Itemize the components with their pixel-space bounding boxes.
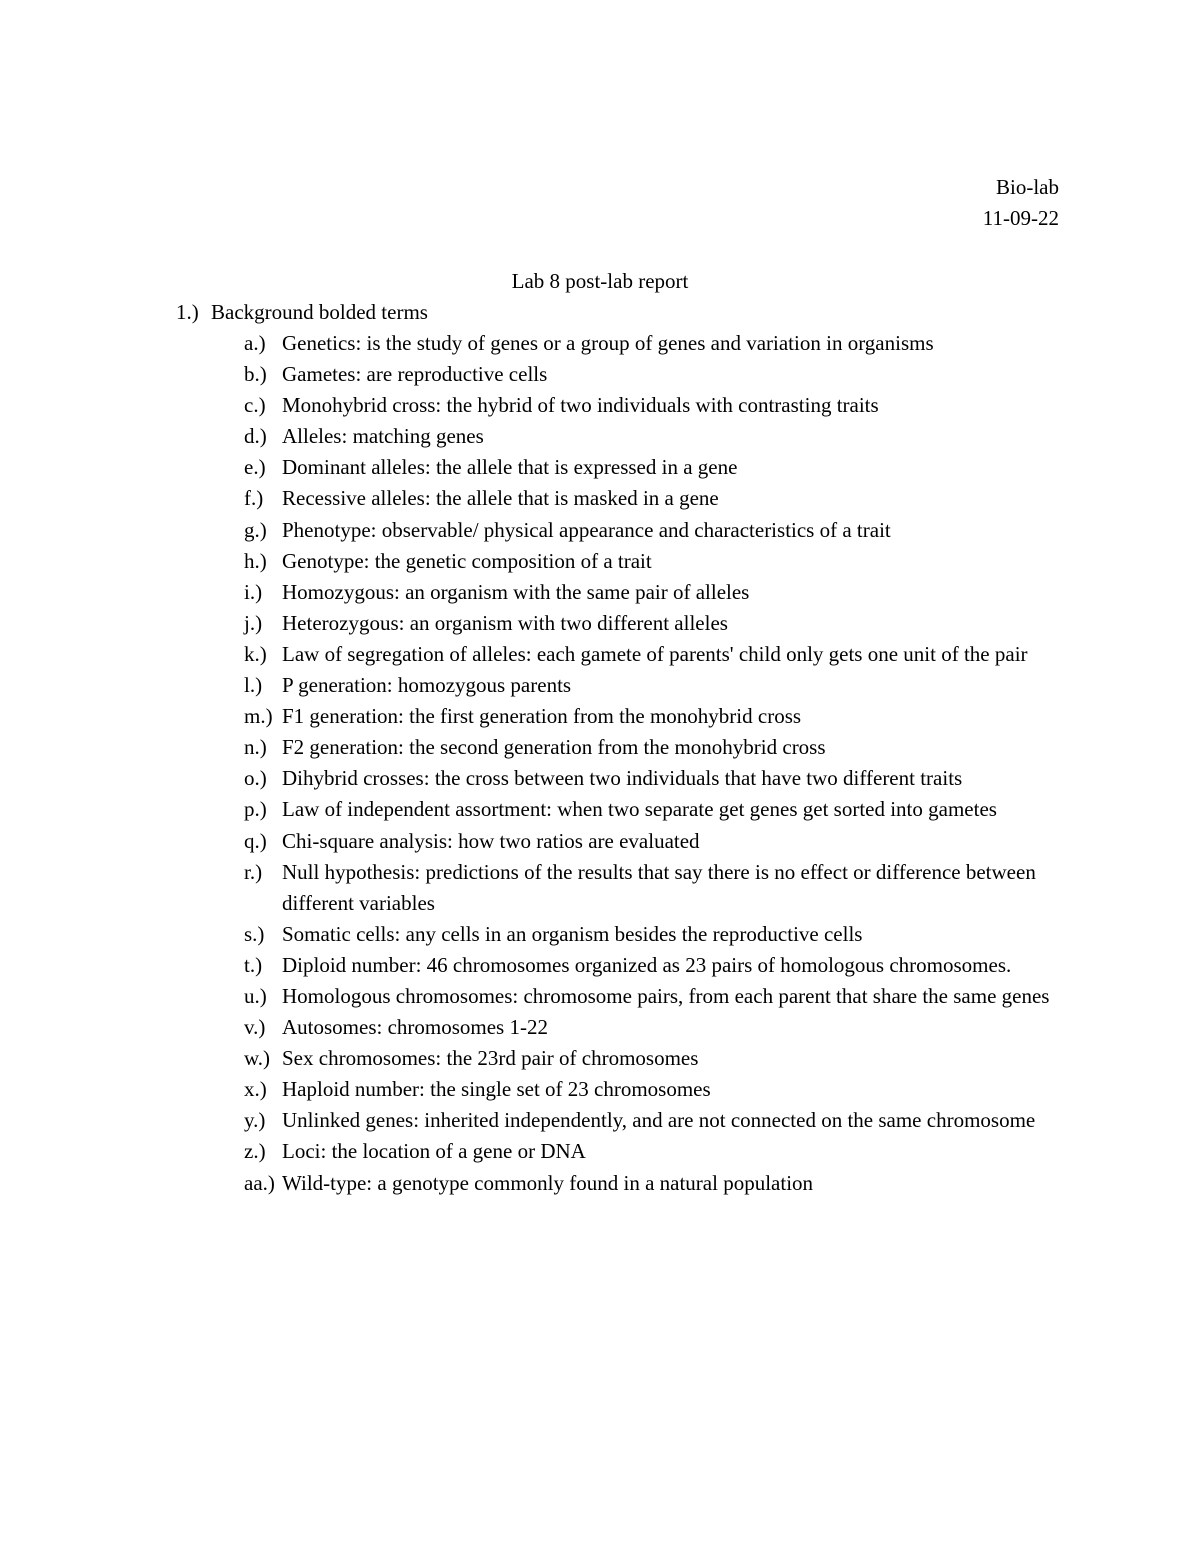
list-item bbox=[244, 794, 1064, 825]
list-item-text: Null hypothesis: predictions of the results that say there is no effect or difference between different variables bbox=[282, 859, 1036, 915]
list-item bbox=[244, 701, 1064, 732]
list-item-text: Haploid number: the single set of 23 chromosomes bbox=[282, 1077, 711, 1102]
terms-list bbox=[244, 328, 1064, 1199]
list-item-text: Genetics: is the study of genes or a group of genes and variation in organisms bbox=[282, 331, 934, 355]
list-item-text: Wild-type: a genotype commonly found in a natural population bbox=[282, 1170, 814, 1195]
list-item bbox=[244, 639, 1064, 670]
list-item-text: Chi-square analysis: how two ratios are evaluated bbox=[282, 828, 700, 853]
list-item-text: Law of segregation of alleles: each gamete of parents' child only gets one unit of the pair bbox=[282, 641, 1028, 666]
list-item-text: Alleles: matching genes bbox=[282, 424, 484, 449]
list-item-marker: h.) bbox=[244, 548, 267, 573]
list-item-marker: v.) bbox=[244, 1015, 266, 1040]
list-item-marker: s.) bbox=[244, 921, 265, 946]
list-item-marker: e.) bbox=[244, 455, 266, 480]
list-item-marker: x.) bbox=[244, 1077, 267, 1102]
list-item-text: Genotype: the genetic composition of a trait bbox=[282, 548, 652, 573]
list-item bbox=[244, 670, 1064, 701]
list-item bbox=[244, 826, 1064, 857]
list-item-marker: w.) bbox=[244, 1046, 271, 1071]
list-item-marker: y.) bbox=[244, 1108, 266, 1133]
list-item-text: Unlinked genes: inherited independently, and are not connected on the same chromosome bbox=[282, 1108, 1036, 1133]
list-item bbox=[244, 390, 1064, 421]
list-item bbox=[244, 857, 1064, 919]
list-item bbox=[244, 452, 1064, 483]
document-header bbox=[983, 172, 1059, 234]
list-item-marker: z.) bbox=[244, 1139, 266, 1164]
list-item bbox=[244, 515, 1064, 546]
document-title: Lab 8 post-lab report bbox=[511, 269, 689, 293]
list-item-text: Loci: the location of a gene or DNA bbox=[282, 1139, 586, 1164]
list-item bbox=[244, 1074, 1064, 1105]
list-item-text: Law of independent assortment: when two separate get genes get sorted into gametes bbox=[282, 797, 997, 822]
list-item-marker: b.) bbox=[244, 362, 267, 387]
list-item-marker: j.) bbox=[244, 610, 263, 635]
list-item bbox=[244, 732, 1064, 763]
report-date: 11-09-22 bbox=[982, 206, 1059, 230]
list-item-marker: a.) bbox=[244, 331, 266, 355]
list-item-text: Homologous chromosomes: chromosome pairs, from each parent that share the same genes bbox=[282, 983, 1050, 1008]
list-item-text: Homozygous: an organism with the same pair of alleles bbox=[282, 579, 750, 604]
list-item-text: Dihybrid crosses: the cross between two individuals that have two different traits bbox=[282, 766, 963, 791]
course-name: Bio-lab bbox=[996, 175, 1059, 199]
list-item-text: Phenotype: observable/ physical appearance and characteristics of a trait bbox=[282, 517, 891, 542]
section-number: 1.) bbox=[176, 300, 199, 324]
list-item bbox=[244, 483, 1064, 514]
list-item bbox=[244, 546, 1064, 577]
list-item bbox=[244, 421, 1064, 452]
list-item-marker: k.) bbox=[244, 641, 267, 666]
list-item-marker: u.) bbox=[244, 983, 267, 1008]
section-heading-text: Background bolded terms bbox=[211, 300, 428, 324]
list-item-text: Diploid number: 46 chromosomes organized as 23 pairs of homologous chromosomes. bbox=[282, 952, 1012, 977]
list-item-marker: c.) bbox=[244, 393, 266, 418]
list-item-text: P generation: homozygous parents bbox=[282, 673, 572, 698]
list-item bbox=[244, 1136, 1064, 1167]
list-item bbox=[244, 1105, 1064, 1136]
list-item-marker: i.) bbox=[244, 579, 263, 604]
list-item-text: Heterozygous: an organism with two different alleles bbox=[282, 610, 728, 635]
section-heading bbox=[176, 297, 428, 328]
list-item bbox=[244, 763, 1064, 794]
list-item-text: Gametes: are reproductive cells bbox=[282, 362, 548, 387]
list-item bbox=[244, 328, 1064, 359]
list-item-text: Sex chromosomes: the 23rd pair of chromosomes bbox=[282, 1046, 699, 1071]
list-item bbox=[244, 1043, 1064, 1074]
list-item-marker: t.) bbox=[244, 952, 263, 977]
list-item bbox=[244, 1168, 1064, 1199]
list-item-text: Autosomes: chromosomes 1-22 bbox=[282, 1015, 548, 1040]
list-item bbox=[244, 981, 1064, 1012]
list-item-marker: m.) bbox=[244, 704, 273, 729]
list-item-text: Monohybrid cross: the hybrid of two individuals with contrasting traits bbox=[282, 393, 879, 418]
list-item-marker: g.) bbox=[244, 517, 267, 542]
list-item bbox=[244, 577, 1064, 608]
list-item-text: Somatic cells: any cells in an organism besides the reproductive cells bbox=[282, 921, 863, 946]
list-item-marker: q.) bbox=[244, 828, 267, 853]
list-item-marker: aa.) bbox=[244, 1170, 275, 1195]
list-item-marker: n.) bbox=[244, 735, 267, 760]
list-item-text: Recessive alleles: the allele that is masked in a gene bbox=[282, 486, 719, 511]
list-item bbox=[244, 359, 1064, 390]
list-item-marker: p.) bbox=[244, 797, 267, 822]
list-item bbox=[244, 608, 1064, 639]
list-item-marker: o.) bbox=[244, 766, 267, 791]
list-item-text: F1 generation: the first generation from the monohybrid cross bbox=[282, 704, 802, 729]
list-item-marker: f.) bbox=[244, 486, 264, 511]
list-item-marker: r.) bbox=[244, 859, 263, 884]
list-item bbox=[244, 1012, 1064, 1043]
list-item-marker: d.) bbox=[244, 424, 267, 449]
list-item-marker: l.) bbox=[244, 673, 263, 698]
list-item-text: F2 generation: the second generation from the monohybrid cross bbox=[282, 735, 826, 760]
list-item bbox=[244, 950, 1064, 981]
list-item bbox=[244, 919, 1064, 950]
list-item-text: Dominant alleles: the allele that is expressed in a gene bbox=[282, 455, 738, 480]
